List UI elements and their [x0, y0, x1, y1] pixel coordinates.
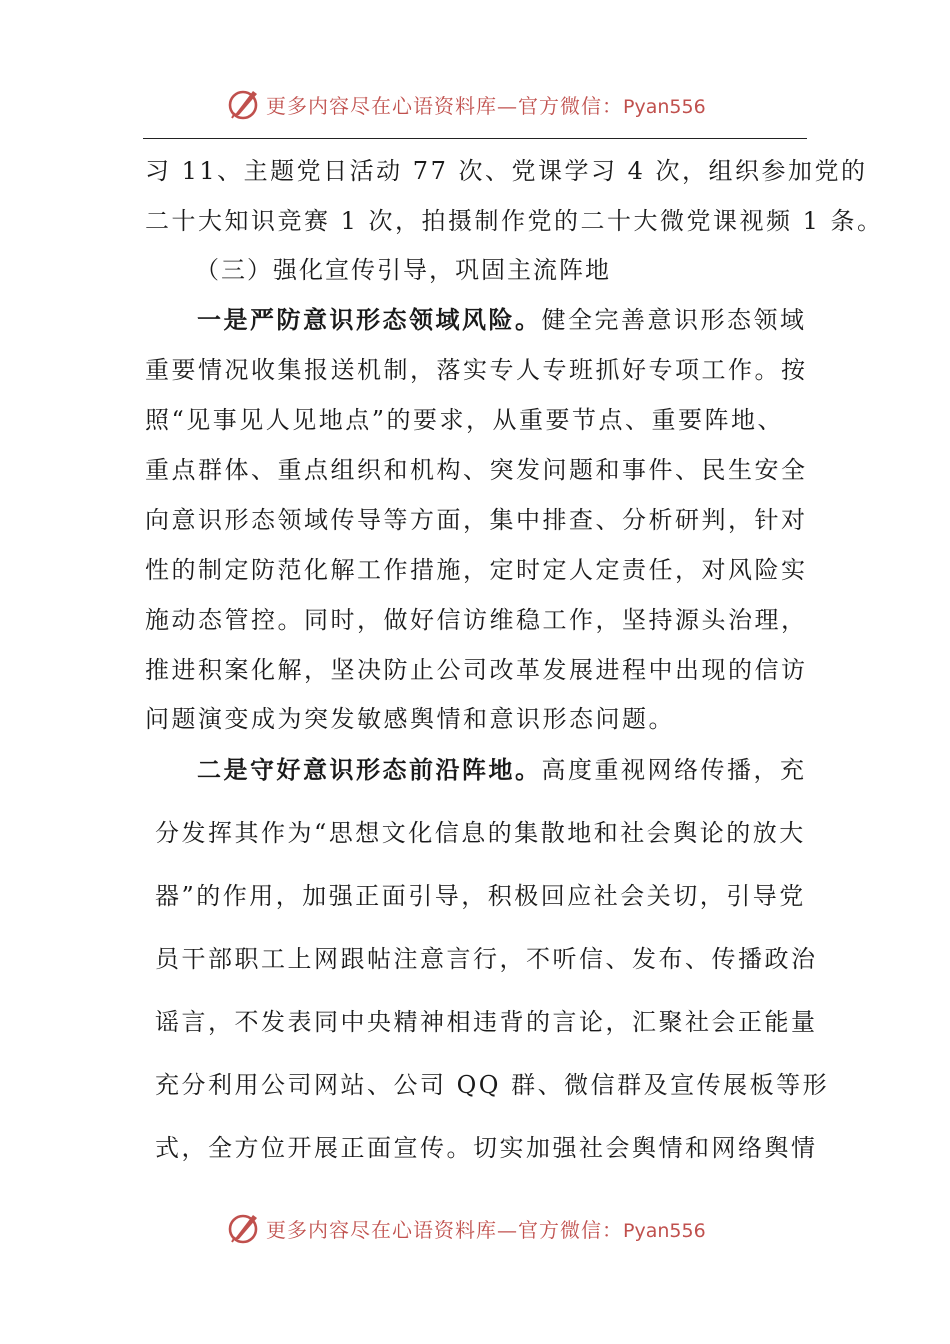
text-line: 重点群体、重点组织和机构、突发问题和事件、民生安全 — [145, 456, 808, 484]
text-line: 性的制定防范化解工作措施，定时定人定责任，对风险实 — [145, 556, 808, 584]
paragraph-lead: 一是严防意识形态领域风险。 — [197, 305, 542, 334]
text-line: 重要情况收集报送机制，落实专人专班抓好专项工作。按 — [145, 356, 808, 384]
text-line: 向意识形态领域传导等方面，集中排查、分析研判，针对 — [145, 506, 808, 534]
text-line: 习 11、主题党日活动 77 次、党课学习 4 次，组织参加党的 — [145, 157, 868, 185]
text-line: 充分利用公司网站、公司 QQ 群、微信群及宣传展板等形 — [155, 1071, 830, 1099]
text-line: 式，全方位开展正面宣传。切实加强社会舆情和网络舆情 — [155, 1134, 818, 1162]
header-watermark-text: 更多内容尽在心语资料库—官方微信：Pyan556 — [266, 94, 706, 118]
text-line: 二十大知识竞赛 1 次，拍摄制作党的二十大微党课视频 1 条。 — [145, 207, 884, 235]
paragraph-first-line: 二是守好意识形态前沿阵地。高度重视网络传播，充 — [197, 755, 807, 784]
text-line: 器”的作用，加强正面引导，积极回应社会关切，引导党 — [155, 882, 806, 910]
quill-logo-icon — [226, 86, 262, 122]
header-watermark — [0, 82, 950, 126]
text-line: 问题演变成为突发敏感舆情和意识形态问题。 — [145, 705, 675, 733]
quill-logo-icon — [226, 1210, 262, 1246]
text-line: 谣言，不发表同中央精神相违背的言论，汇聚社会正能量 — [155, 1008, 818, 1036]
text-line: 员干部职工上网跟帖注意言行，不听信、发布、传播政治 — [155, 945, 818, 973]
section-heading: （三）强化宣传引导，巩固主流阵地 — [195, 256, 611, 284]
footer-watermark — [0, 1206, 950, 1250]
footer-watermark-text: 更多内容尽在心语资料库—官方微信：Pyan556 — [266, 1218, 706, 1242]
text-line: 施动态管控。同时，做好信访维稳工作，坚持源头治理， — [145, 606, 808, 634]
footer-wechat-id: Pyan556 — [623, 1220, 706, 1242]
text-line: 推进积案化解，坚决防止公司改革发展进程中出现的信访 — [145, 656, 808, 684]
text-line: 照“见事见人见地点”的要求，从重要节点、重要阵地、 — [145, 406, 785, 434]
header-wechat-id: Pyan556 — [623, 96, 706, 118]
header-divider — [143, 138, 807, 139]
text-line: 分发挥其作为“思想文化信息的集散地和社会舆论的放大 — [155, 819, 806, 847]
paragraph-first-line: 一是严防意识形态领域风险。健全完善意识形态领域 — [197, 305, 807, 334]
paragraph-lead: 二是守好意识形态前沿阵地。 — [197, 755, 542, 784]
